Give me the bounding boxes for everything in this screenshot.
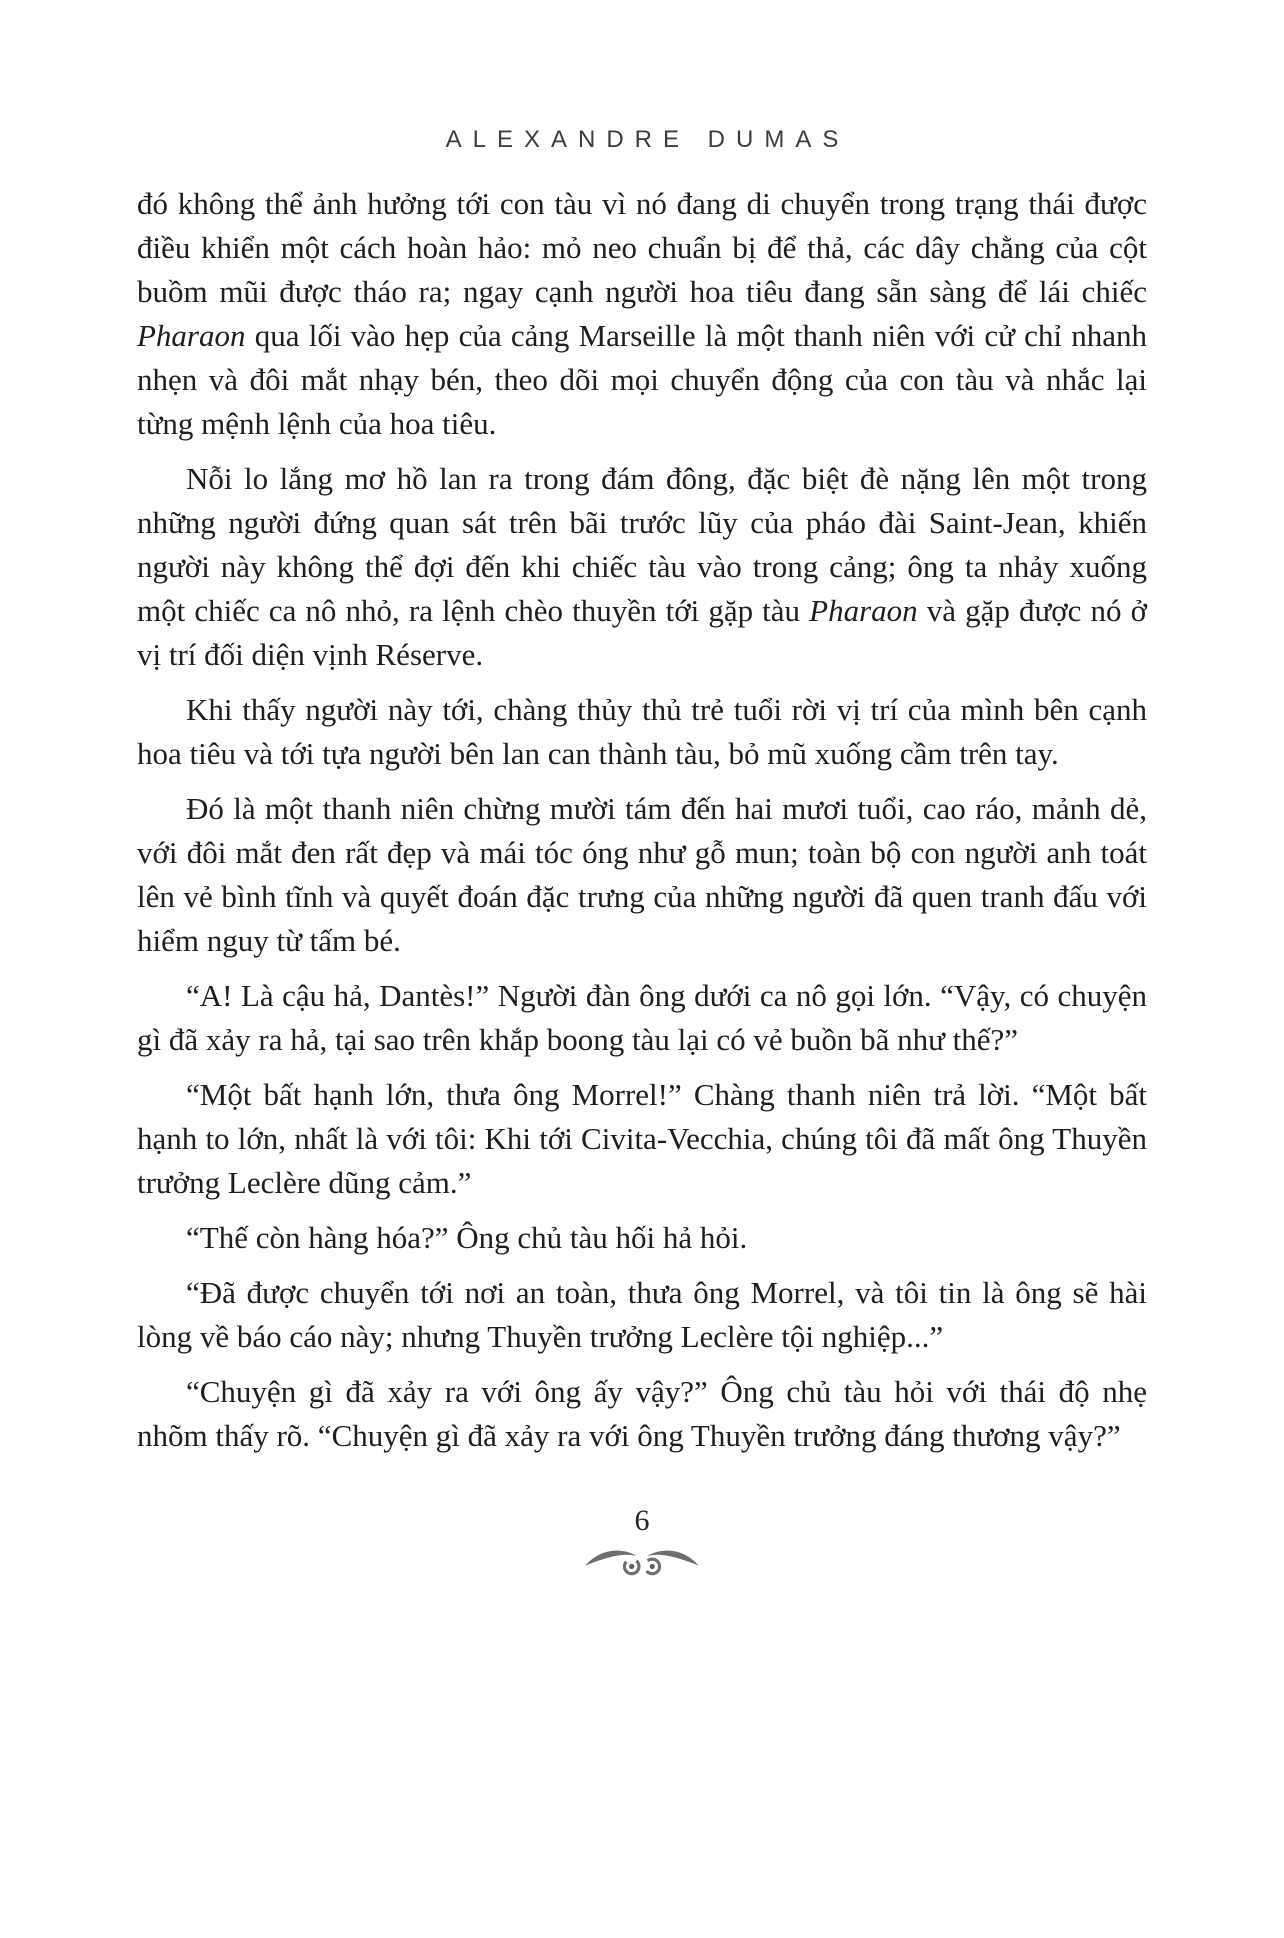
ornament-left-curl-dot: [629, 1564, 634, 1569]
paragraph: [137, 1370, 1147, 1458]
text-run: qua lối vào hẹp của cảng Marseille là một thanh niên với cử chỉ nhanh nhẹn và đôi mắt nhạy bén, theo dõi mọi chuyển động của con tàu và nhắc lại từng mệnh lệnh của hoa tiêu.: [137, 318, 1147, 441]
text-run: “Một bất hạnh lớn, thưa ông Morrel!” Chàng thanh niên trả lời. “Một bất hạnh to lớn, nhất là với tôi: Khi tới Civita-Vecchia, chúng tôi đã mất ông Thuyền trưởng Leclère dũng cảm.”: [137, 1077, 1147, 1200]
running-head-author: ALEXANDRE DUMAS: [445, 126, 850, 153]
paragraph: [137, 974, 1147, 1062]
text-run: Khi thấy người này tới, chàng thủy thủ trẻ tuổi rời vị trí của mình bên cạnh hoa tiêu và tới tựa người bên lan can thành tàu, bỏ mũ xuống cầm trên tay.: [137, 692, 1147, 771]
text-run: “Chuyện gì đã xảy ra với ông ấy vậy?” Ông chủ tàu hỏi với thái độ nhẹ nhõm thấy rõ. “Chuyện gì đã xảy ra với ông Thuyền trưởng đáng thương vậy?”: [137, 1374, 1147, 1453]
fleuron-ornament-icon: [582, 1540, 702, 1586]
paragraph: [137, 1073, 1147, 1205]
page-number: 6: [634, 1504, 650, 1537]
ornament-left-wing: [585, 1551, 636, 1566]
paragraph: [137, 1216, 1147, 1260]
text-run: “A! Là cậu hả, Dantès!” Người đàn ông dưới ca nô gọi lớn. “Vậy, có chuyện gì đã xảy ra hả, tại sao trên khắp boong tàu lại có vẻ buồn bã như thế?”: [137, 978, 1147, 1057]
ornament-right-curl-dot: [650, 1564, 655, 1569]
text-run: đó không thể ảnh hưởng tới con tàu vì nó đang di chuyển trong trạng thái được điều khiển một cách hoàn hảo: mỏ neo chuẩn bị để thả, các dây chằng của cột buồm mũi được tháo ra; ngay cạnh người hoa tiêu đang sẵn sàng để lái chiếc: [137, 186, 1147, 309]
text-run: và gặp được nó ở vị trí đối diện vịnh Réserve.: [137, 593, 1147, 672]
text-run: “Đã được chuyển tới nơi an toàn, thưa ông Morrel, và tôi tin là ông sẽ hài lòng về báo cáo này; nhưng Thuyền trưởng Leclère tội nghiệp...”: [137, 1275, 1147, 1354]
paragraph: [137, 457, 1147, 677]
page-footer: [0, 1504, 1284, 1586]
text-run: “Thế còn hàng hóa?” Ông chủ tàu hối hả hỏi.: [186, 1220, 748, 1255]
body-text-block: [137, 182, 1147, 1458]
paragraph: [137, 1271, 1147, 1359]
text-run: Nỗi lo lắng mơ hồ lan ra trong đám đông, đặc biệt đè nặng lên một trong những người đứng quan sát trên bãi trước lũy của pháo đài Saint-Jean, khiến người này không thể đợi đến khi chiếc tàu vào trong cảng; ông ta nhảy xuống một chiếc ca nô nhỏ, ra lệnh chèo thuyền tới gặp tàu: [137, 461, 1147, 628]
paragraph: [137, 688, 1147, 776]
paragraph: [137, 182, 1147, 446]
text-run: Đó là một thanh niên chừng mười tám đến hai mươi tuổi, cao ráo, mảnh dẻ, với đôi mắt đen rất đẹp và mái tóc óng như gỗ mun; toàn bộ con người anh toát lên vẻ bình tĩnh và quyết đoán đặc trưng của những người đã quen tranh đấu với hiểm nguy từ tấm bé.: [137, 791, 1147, 958]
paragraph: [137, 787, 1147, 963]
ship-name-italic: Pharaon: [137, 318, 246, 353]
ship-name-italic: Pharaon: [809, 593, 918, 628]
